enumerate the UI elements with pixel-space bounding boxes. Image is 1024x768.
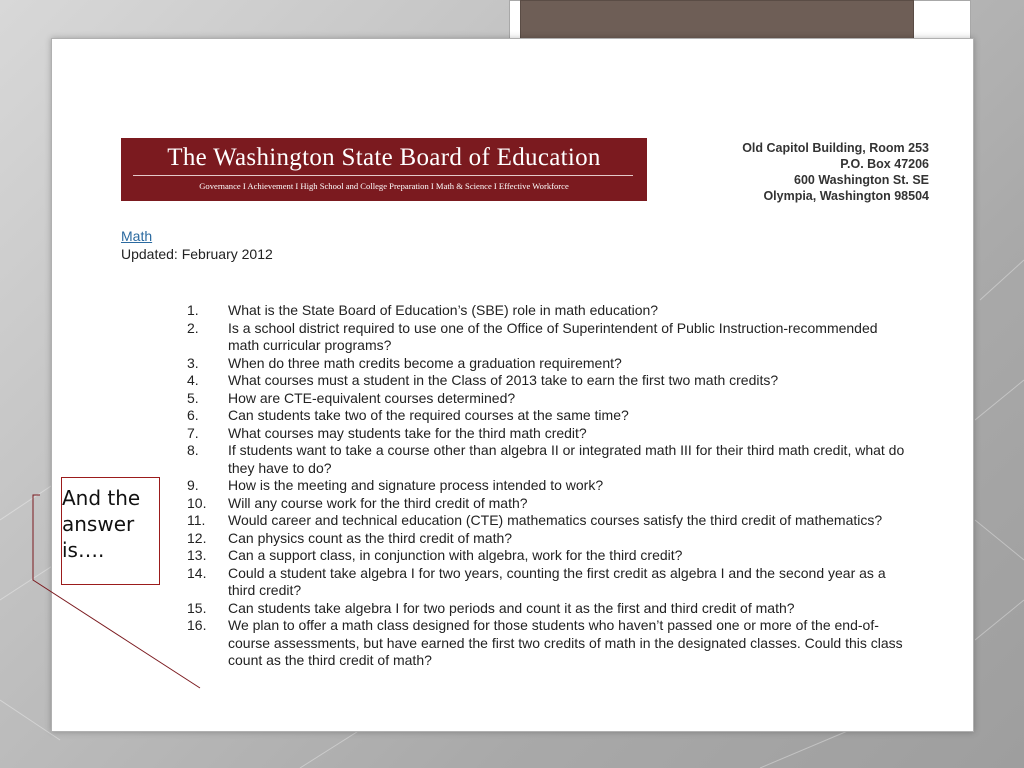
item-text: We plan to offer a math class designed for those students who haven’t passed one or more of the end-of-course assessments, but have earned the first two credits of math in the designated classes. Could this class count as the third credit of math?: [228, 617, 903, 668]
item-number: 1.: [187, 302, 199, 318]
item-text: Could a student take algebra I for two years, counting the first credit as algebra I and the second year as a third credit?: [228, 564, 886, 598]
address-block: [742, 140, 929, 204]
list-item: [187, 530, 907, 548]
item-text: What is the State Board of Education’s (SBE) role in math education?: [228, 302, 659, 318]
item-text: Is a school district required to use one of the Office of Superintendent of Public Instruction-recommended math curricular programs?: [228, 319, 878, 353]
address-line: Old Capitol Building, Room 253: [742, 141, 929, 155]
item-number: 7.: [187, 424, 199, 441]
updated-date: Updated: February 2012: [121, 246, 273, 262]
list-item: [187, 302, 907, 320]
list-item: [187, 547, 907, 565]
list-item: [187, 320, 907, 355]
list-item: [187, 372, 907, 390]
list-item: [187, 600, 907, 618]
sbe-logo-banner: [121, 138, 647, 201]
list-item: [187, 617, 907, 670]
question-list: [187, 302, 907, 670]
list-item: [187, 565, 907, 600]
list-item: [187, 442, 907, 477]
item-number: 6.: [187, 407, 199, 423]
list-item: [187, 355, 907, 373]
item-number: 16.: [187, 617, 207, 633]
item-text: Can physics count as the third credit of math?: [228, 529, 513, 546]
list-item: [187, 390, 907, 408]
list-item: [187, 495, 907, 513]
item-text: When do three math credits become a graduation requirement?: [228, 354, 622, 371]
item-text: What courses may students take for the third math credit?: [228, 424, 587, 441]
item-number: 13.: [187, 547, 207, 563]
item-number: 8.: [187, 442, 199, 458]
item-text: How are CTE-equivalent courses determined?: [228, 389, 516, 406]
list-item: [187, 425, 907, 443]
item-number: 11.: [187, 512, 206, 528]
item-number: 2.: [187, 319, 199, 336]
item-number: 14.: [187, 564, 207, 581]
item-number: 5.: [187, 389, 199, 406]
item-text: What courses must a student in the Class of 2013 take to earn the first two math credits?: [228, 372, 779, 388]
item-number: 15.: [187, 599, 207, 616]
math-link[interactable]: Math: [121, 228, 153, 244]
item-number: 10.: [187, 494, 207, 511]
address-line: P.O. Box 47206: [840, 157, 929, 171]
callout-text: And the answer is….: [62, 486, 141, 562]
item-number: 9.: [187, 477, 199, 493]
address-line: Olympia, Washington 98504: [763, 189, 929, 203]
item-number: 12.: [187, 529, 207, 546]
item-number: 3.: [187, 354, 199, 371]
item-text: If students want to take a course other than algebra II or integrated math III for their third math credit, what do they have to do?: [228, 442, 905, 476]
item-text: Will any course work for the third credit of math?: [228, 494, 528, 511]
logo-title: The Washington State Board of Education: [167, 144, 601, 171]
item-text: Can a support class, in conjunction with algebra, work for the third credit?: [228, 547, 683, 563]
list-item: [187, 477, 907, 495]
list-item: [187, 512, 907, 530]
item-text: Can students take algebra I for two periods and count it as the first and third credit of math?: [228, 599, 795, 616]
list-item: [187, 407, 907, 425]
item-text: Would career and technical education (CTE) mathematics courses satisfy the third credit of mathematics?: [228, 512, 883, 528]
item-text: How is the meeting and signature process intended to work?: [228, 477, 604, 493]
item-number: 4.: [187, 372, 199, 388]
address-line: 600 Washington St. SE: [794, 173, 929, 187]
logo-divider: [133, 175, 633, 176]
item-text: Can students take two of the required courses at the same time?: [228, 407, 629, 423]
logo-subtitle: Governance I Achievement I High School and College Preparation I Math & Science I Effective Workforce: [199, 181, 569, 191]
